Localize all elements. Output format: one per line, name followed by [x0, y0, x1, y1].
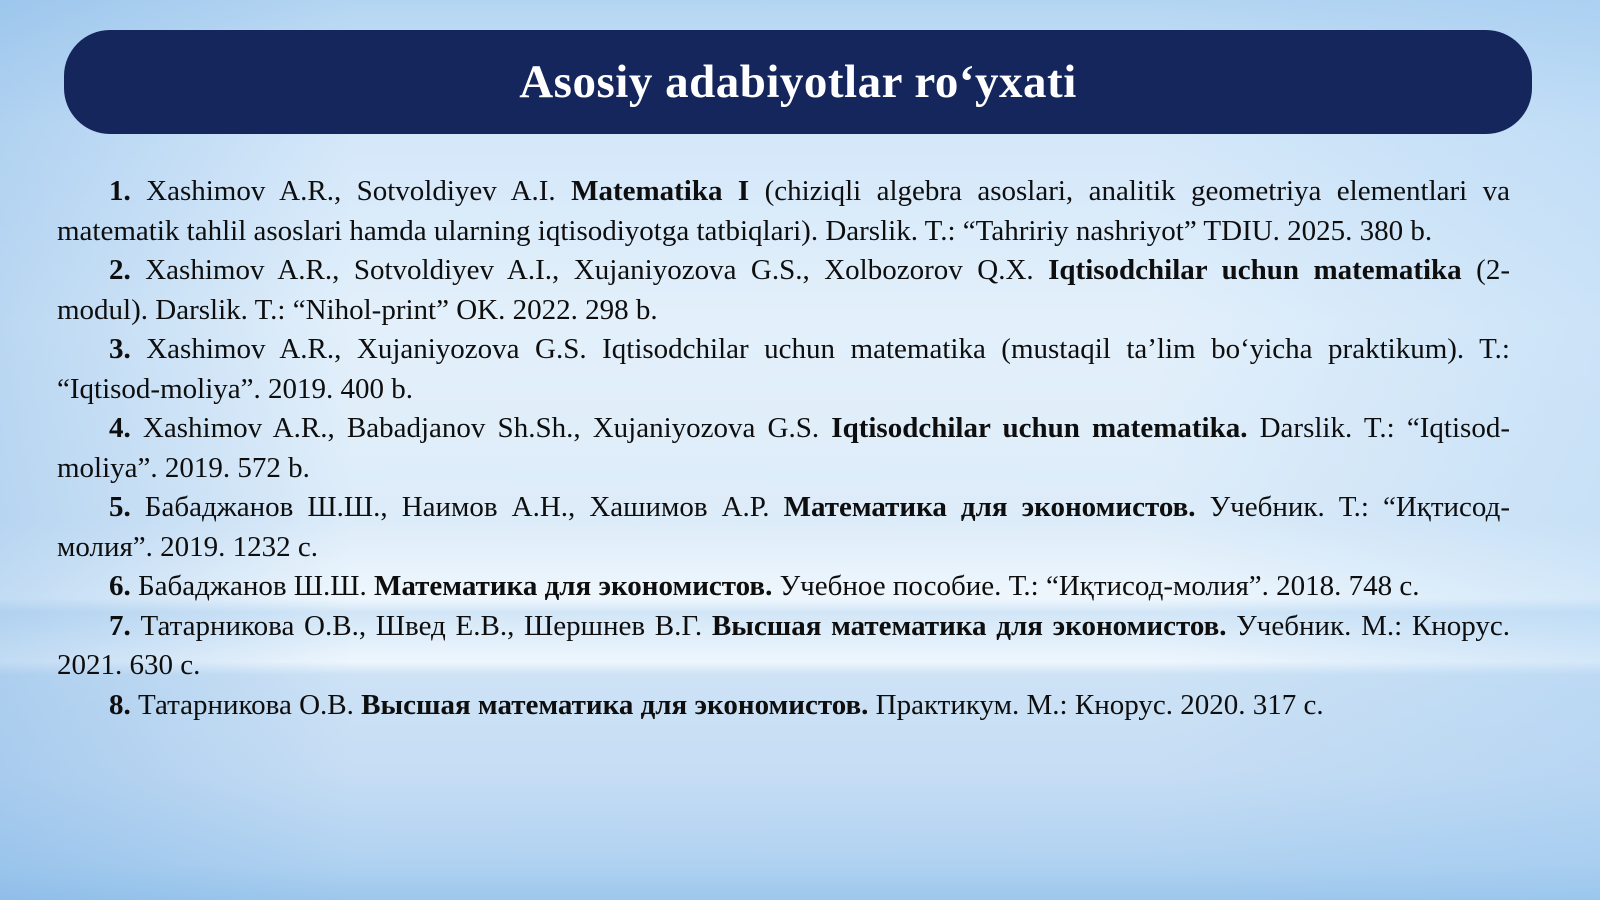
reference-item [57, 172, 1510, 251]
reference-text: Татарникова О.В., Швед Е.В., Шершнев В.Г. [130, 609, 712, 642]
reference-number: 7. [109, 609, 131, 642]
reference-number: 4. [109, 412, 131, 444]
reference-number: 3. [109, 333, 131, 365]
reference-number: 6. [109, 570, 131, 602]
reference-text: Татарникова О.В. [130, 688, 362, 721]
reference-text: Xashimov A.R., Xujaniyozova G.S. Iqtisodchilar uchun matematika (mustaqil ta’lim bo‘yicha praktikum). T.: “Iqtisod-moliya”. 2019. 400 b. [57, 333, 1510, 405]
reference-number: 2. [109, 254, 131, 286]
reference-text: Бабаджанов Ш.Ш. [130, 570, 375, 602]
reference-title-bold: Iqtisodchilar uchun matematika. [831, 412, 1248, 444]
reference-text: Darslik. T.: “Iqtisod-moliya”. 2019. 572 b. [57, 412, 1510, 484]
reference-item [57, 409, 1510, 488]
reference-number: 1. [109, 175, 131, 207]
reference-number: 5. [109, 491, 131, 523]
reference-item [57, 607, 1510, 686]
references-list [57, 172, 1510, 725]
reference-title-bold: Высшая математика для экономистов. [711, 609, 1227, 642]
reference-number: 8. [109, 688, 131, 721]
reference-text: Практикум. М.: Кнорус. 2020. 317 с. [868, 688, 1324, 721]
reference-item [57, 251, 1510, 330]
reference-item [57, 488, 1510, 567]
reference-text: Xashimov A.R., Sotvoldiyev A.I., Xujaniyozova G.S., Xolbozorov Q.X. [130, 254, 1049, 286]
title-bar [64, 30, 1532, 134]
reference-title-bold: Высшая математика для экономистов. [361, 688, 869, 721]
reference-title-bold: Математика для экономистов. [783, 491, 1196, 523]
reference-title-bold: Matematika I [571, 175, 750, 207]
reference-text: Учебник. Т.: “Иқтисод-молия”. 2019. 1232 с. [57, 491, 1510, 563]
reference-text: Xashimov A.R., Babadjanov Sh.Sh., Xujaniyozova G.S. [130, 412, 832, 444]
reference-item [57, 567, 1510, 607]
reference-text: (chiziqli algebra asoslari, analitik geometriya elementlari va matematik tahlil asoslari hamda ularning iqtisodiyotga tatbiqlari). Darslik. T.: “Tahririy nashriyot” TDIU. 2025. 380 b. [57, 175, 1511, 247]
reference-text: (2-modul). Darslik. T.: “Nihol-print” OK. 2022. 298 b. [57, 254, 1510, 326]
reference-text: Бабаджанов Ш.Ш., Наимов А.Н., Хашимов А.Р. [130, 491, 784, 523]
slide-title: Asosiy adabiyotlar ro‘yxati [519, 56, 1077, 108]
reference-item [57, 330, 1510, 409]
reference-text: Xashimov A.R., Sotvoldiyev A.I. [130, 175, 572, 207]
reference-item [57, 686, 1510, 726]
reference-title-bold: Iqtisodchilar uchun matematika [1048, 254, 1462, 286]
reference-title-bold: Математика для экономистов. [374, 570, 773, 602]
reference-text: Учебное пособие. Т.: “Иқтисод-молия”. 2018. 748 с. [772, 570, 1420, 602]
reference-text: Учебник. М.: Кнорус. 2021. 630 с. [57, 609, 1510, 681]
